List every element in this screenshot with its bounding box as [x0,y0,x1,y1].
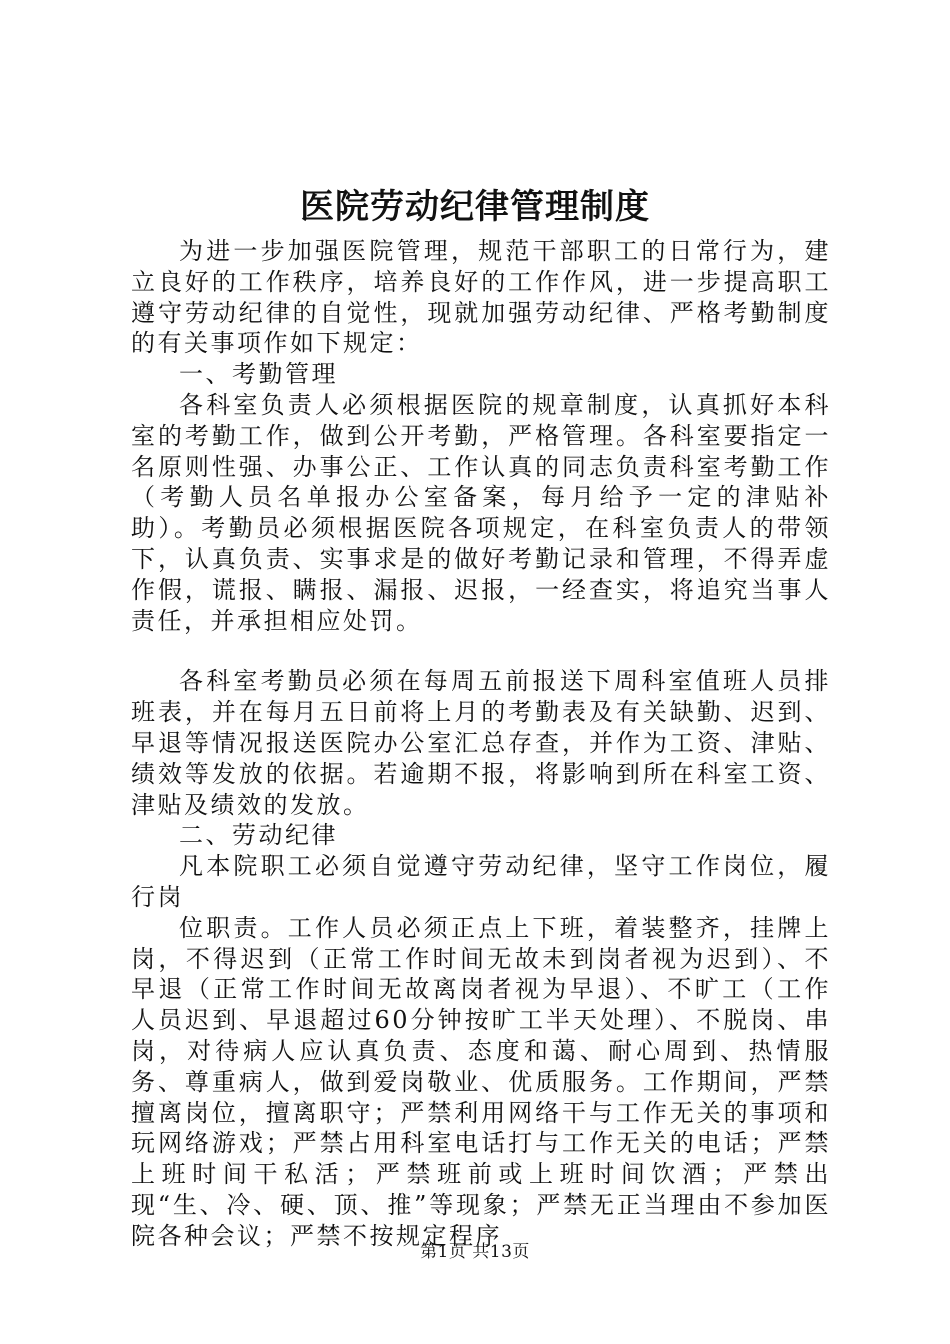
paragraph-gap [131,636,831,666]
attendance-paragraph-1: 各科室负责人必须根据医院的规章制度，认真抓好本科室的考勤工作，做到公开考勤，严格管理。各科室要指定一名原则性强、办事公正、工作认真的同志负责科室考勤工作（考勤人员名单报办公室备案，每月给予一定的津贴补助）。考勤员必须根据医院各项规定，在科室负责人的带领下，认真负责、实事求是的做好考勤记录和管理，不得弄虚作假，谎报、瞒报、漏报、迟报，一经查实，将追究当事人责任，并承担相应处罚。 [131,390,831,635]
document-title: 医院劳动纪律管理制度 [300,187,650,227]
discipline-paragraph-2: 位职责。工作人员必须正点上下班，着装整齐，挂牌上岗，不得迟到（正常工作时间无故未到岗者视为迟到）、不早退（正常工作时间无故离岗者视为早退）、不旷工（工作人员迟到、早退超过60分钟按旷工半天处理）、不脱岗、串岗，对待病人应认真负责、态度和蔼、耐心周到、热情服务、尊重病人，做到爱岗敬业、优质服务。工作期间，严禁擅离岗位，擅离职守；严禁利用网络干与工作无关的事项和玩网络游戏；严禁占用科室电话打与工作无关的电话；严禁上班时间干私活；严禁班前或上班时间饮酒；严禁出现“生、冷、硬、顶、推”等现象；严禁无正当理由不参加医院各种会议；严禁不按规定程序 [131,913,831,1250]
section-heading-discipline: 二、劳动纪律 [179,821,338,850]
attendance-paragraph-2: 各科室考勤员必须在每周五前报送下周科室值班人员排班表，并在每月五日前将上月的考勤表及有关缺勤、迟到、早退等情况报送医院办公室汇总存查，并作为工资、津贴、绩效等发放的依据。若逾期不报，将影响到所在科室工资、津贴及绩效的发放。 [131,667,831,819]
intro-paragraph: 为进一步加强医院管理，规范干部职工的日常行为，建立良好的工作秩序，培养良好的工作作风，进一步提高职工遵守劳动纪律的自觉性，现就加强劳动纪律、严格考勤制度的有关事项作如下规定： [131,237,831,358]
section-heading-attendance: 一、考勤管理 [179,360,338,389]
document-body [131,236,831,1252]
page-footer: 第1页 共13页 [420,1242,530,1262]
discipline-paragraph-1: 凡本院职工必须自觉遵守劳动纪律，坚守工作岗位，履行岗 [131,852,831,911]
